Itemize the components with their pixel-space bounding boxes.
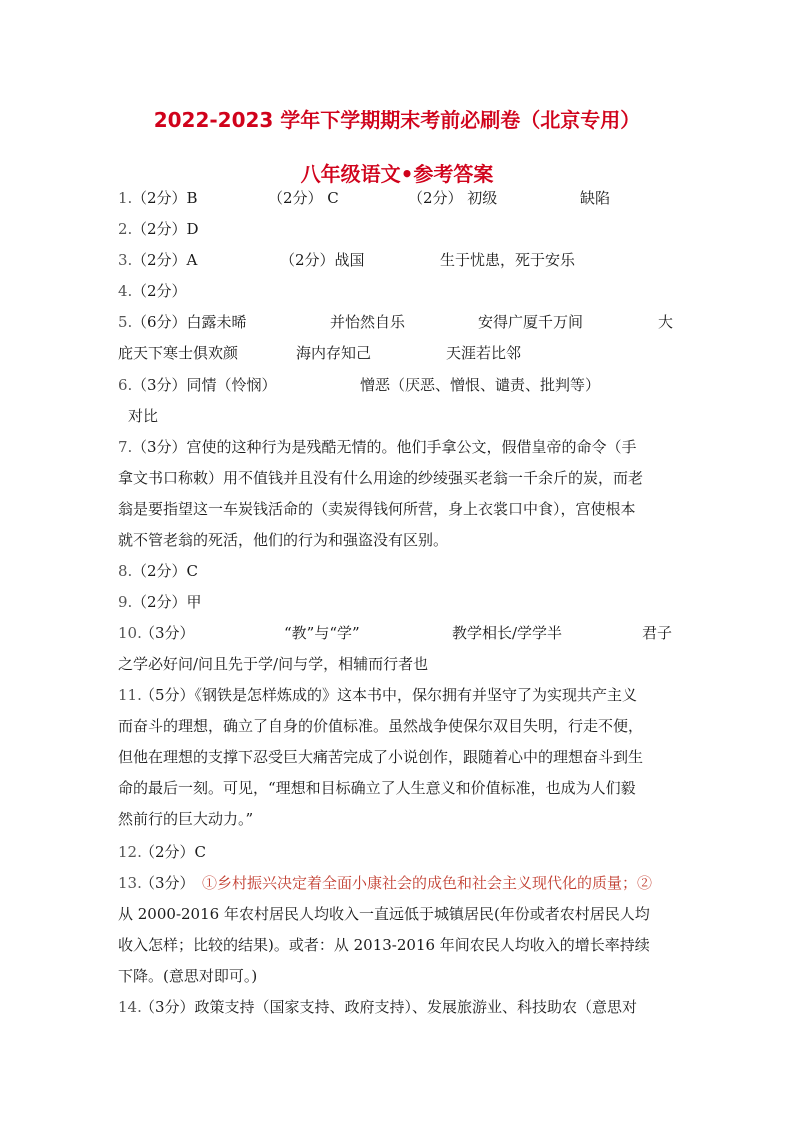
answer-text: 天涯若比邻 [446,344,522,362]
question-number: 13. [118,874,142,892]
answer-text: 生于忧患，死于安乐 [440,251,576,269]
answer-text: （2分）战国 [280,251,365,269]
answer-text: 安得广厦千万间 [478,313,584,331]
answer-text: 拿文书口称敕）用不值钱并且没有什么用途的纱绫强买老翁一千余斤的炭，而老 [118,469,644,487]
document-subtitle: 八年级语文•参考答案 [300,162,494,186]
answer-text: 就不管老翁的死活，他们的行为和强盗没有区别。 [118,531,449,549]
question-number: 9. [118,593,133,611]
answer-text: 对比 [128,407,159,425]
answer-text: 然前行的巨大动力。” [118,810,254,828]
question-number: 1. [118,189,133,207]
answer-text-highlight: ①乡村振兴决定着全面小康社会的成色和社会主义现代化的质量；② [202,874,653,892]
answer-text: （3分） [140,624,195,642]
answer-text: （2分）C [132,562,199,580]
question-number: 11. [118,686,142,704]
question-number: 5. [118,313,133,331]
answer-text: 但他在理想的支撑下忍受巨大痛苦完成了小说创作，跟随着心中的理想奋斗到生 [118,748,644,766]
question-number: 2. [118,220,133,238]
answer-text: （2分） [132,282,187,300]
answer-text: 之学必好问/问且先于学/问与学，相辅而行者也 [118,655,429,673]
answer-text: （2分） C [268,189,339,207]
question-number: 12. [118,843,142,861]
answer-text: （5分）《钢铁是怎样炼成的》这本书中，保尔拥有并坚守了为实现共产主义 [140,686,638,704]
answer-text: （2分） 初级 [408,189,498,207]
question-number: 10. [118,624,142,642]
answer-text: 海内存知己 [296,344,372,362]
answer-text: 收入怎样；比较的结果)。或者：从 2013-2016 年间农民人均收入的增长率持续 [118,936,650,954]
question-number: 4. [118,282,133,300]
question-number: 8. [118,562,133,580]
answer-text: 翁是要指望这一车炭钱活命的（卖炭得钱何所营，身上衣裳口中食），宫使根本 [118,500,636,518]
answer-text: 从 2000-2016 年农村居民人均收入一直远低于城镇居民(年份或者农村居民人均 [118,905,650,923]
answer-text: （3分）宫使的这种行为是残酷无情的。他们手拿公文，假借皇帝的命令（手 [132,438,637,456]
answer-text: （2分）A [132,251,198,269]
answer-text: 并怡然自乐 [330,313,406,331]
answer-text: （6分）白露未晞 [132,313,247,331]
answer-text: （3分）政策支持（国家支持、政府支持）、发展旅游业、科技助农（意思对 [140,998,638,1016]
answer-text: （2分）D [132,220,199,238]
answer-text: 教学相长/学学半 [452,624,563,642]
question-number: 3. [118,251,133,269]
answer-text: （2分）C [140,843,207,861]
answer-text: （3分） [140,874,195,892]
question-number: 7. [118,438,133,456]
answer-text: 缺陷 [580,189,611,207]
answer-text: （3分）同情（怜悯） [132,376,277,394]
answer-text: 庇天下寒士俱欢颜 [118,344,239,362]
answer-text: 君子 [642,624,673,642]
answer-text: 下降。(意思对即可。) [118,967,258,985]
answer-text: 命的最后一刻。可见，“理想和目标确立了人生意义和价值标准，也成为人们毅 [118,779,636,797]
answer-text: （2分）甲 [132,593,202,611]
question-number: 14. [118,998,142,1016]
answer-text: “教”与“学” [284,624,360,642]
document-title: 2022-2023 学年下学期期末考前必刷卷（北京专用） [153,108,641,132]
answer-text: （2分）B [132,189,198,207]
question-number: 6. [118,376,133,394]
answer-text: 大 [658,313,674,331]
answer-text: 憎恶（厌恶、憎恨、谴责、批判等） [360,376,601,394]
answer-text: 而奋斗的理想，确立了自身的价值标准。虽然战争使保尔双目失明，行走不便， [118,717,644,735]
